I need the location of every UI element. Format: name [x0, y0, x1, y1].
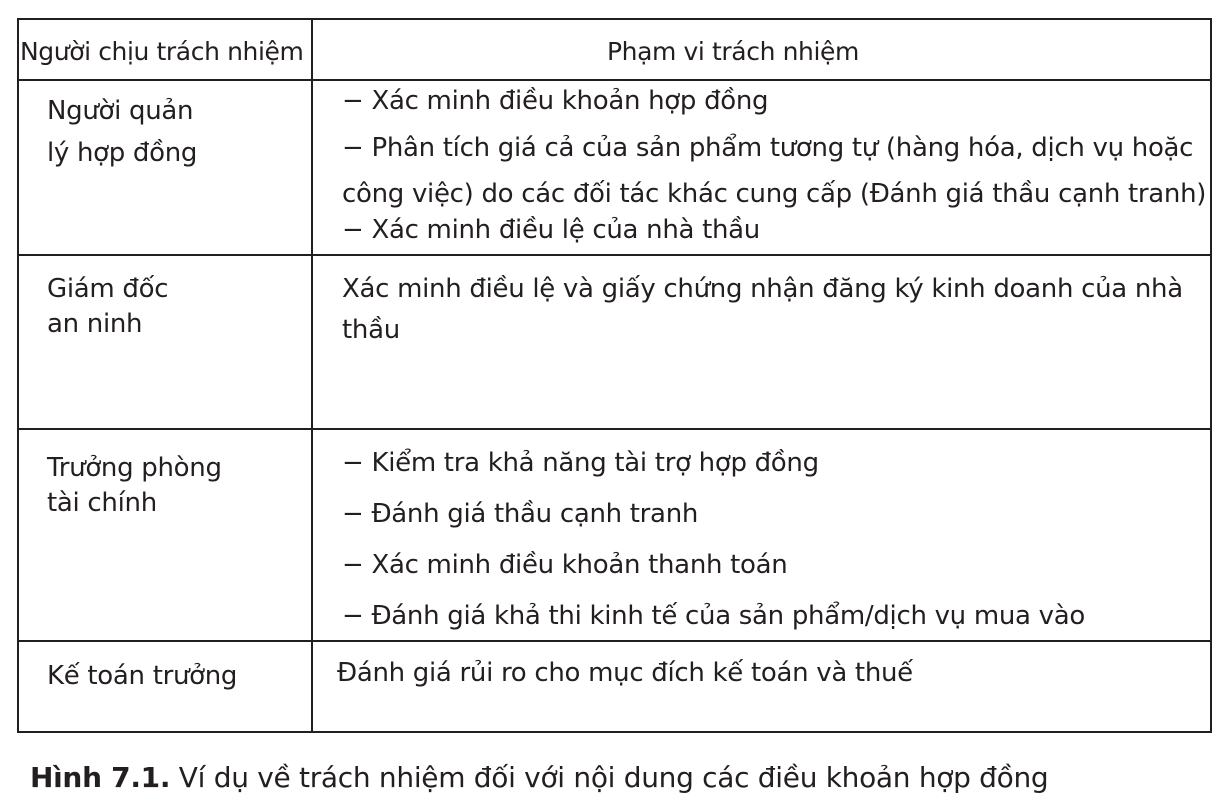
role-label: Người quản — [47, 96, 194, 126]
header-responsible-person: Người chịu trách nhiệm — [20, 37, 304, 66]
scope-line: thầu — [342, 315, 400, 345]
scope-line: − Xác minh điều khoản thanh toán — [342, 550, 788, 580]
row-divider — [19, 254, 1210, 256]
role-label: an ninh — [47, 309, 143, 339]
scope-line: Đánh giá rủi ro cho mục đích kế toán và thuế — [337, 658, 913, 688]
scope-line: Xác minh điều lệ và giấy chứng nhận đăng ký kinh doanh của nhà — [342, 274, 1183, 304]
row-divider — [19, 640, 1210, 642]
figure-caption-text: Ví dụ về trách nhiệm đối với nội dung các điều khoản hợp đồng — [170, 761, 1049, 794]
role-label: tài chính — [47, 488, 157, 518]
figure-caption-label: Hình 7.1. — [30, 761, 171, 794]
scope-line: công việc) do các đối tác khác cung cấp (Đánh giá thầu cạnh tranh) — [342, 179, 1207, 209]
row-divider — [19, 428, 1210, 430]
role-label: lý hợp đồng — [47, 138, 198, 168]
role-label: Kế toán trưởng — [47, 661, 238, 691]
role-label: Giám đốc — [47, 274, 169, 304]
scope-line: − Xác minh điều khoản hợp đồng — [342, 86, 769, 116]
header-divider — [19, 79, 1210, 81]
role-label: Trưởng phòng — [47, 453, 222, 483]
responsibility-table — [17, 18, 1212, 733]
header-responsibility-scope: Phạm vi trách nhiệm — [607, 37, 859, 66]
scope-line: − Kiểm tra khả năng tài trợ hợp đồng — [342, 448, 819, 478]
column-divider — [311, 20, 313, 731]
scope-line: − Đánh giá thầu cạnh tranh — [342, 499, 699, 529]
scope-line: − Xác minh điều lệ của nhà thầu — [342, 215, 760, 245]
scope-line: − Đánh giá khả thi kinh tế của sản phẩm/dịch vụ mua vào — [342, 601, 1085, 631]
scope-line: − Phân tích giá cả của sản phẩm tương tự (hàng hóa, dịch vụ hoặc — [342, 133, 1194, 163]
figure-caption — [30, 760, 1048, 796]
